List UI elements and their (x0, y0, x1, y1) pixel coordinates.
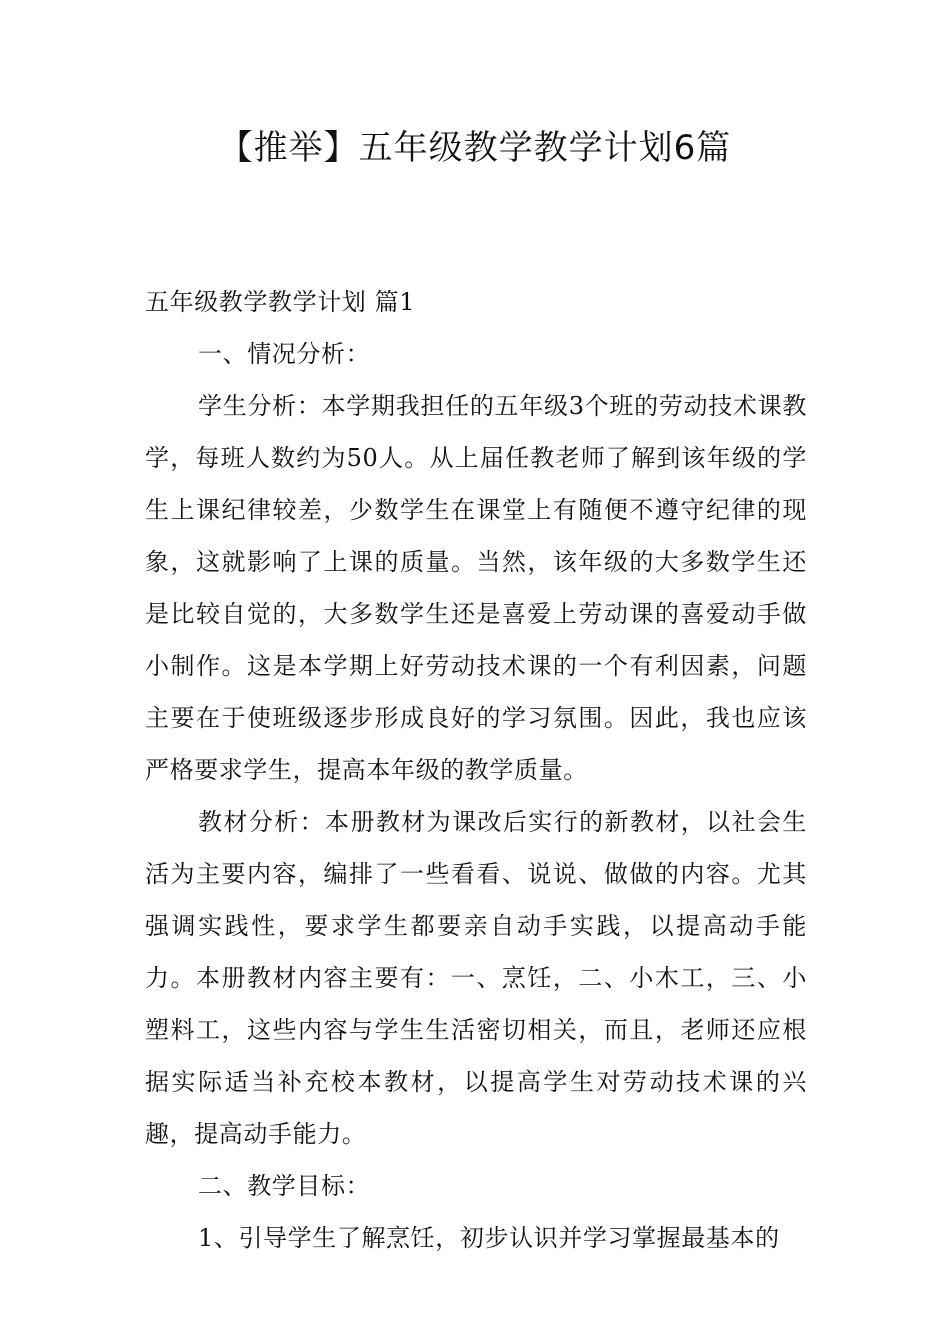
paragraph-goal-1: 1、引导学生了解烹饪，初步认识并学习掌握最基本的 (198, 1224, 780, 1252)
section-heading: 五年级教学教学计划 篇1 (145, 288, 416, 316)
document-body (145, 276, 807, 1264)
paragraph-goals-heading: 二、教学目标： (198, 1172, 371, 1200)
document-title: 【推举】五年级教学教学计划6篇 (218, 128, 732, 168)
paragraph-student-analysis: 学生分析：本学期我担任的五年级3个班的劳动技术课教学，每班人数约为50人。从上届任教老师了解到该年级的学生上课纪律较差，少数学生在课堂上有随便不遵守纪律的现象，这就影响了上课的质量。当然，该年级的大多数学生还是比较自觉的，大多数学生还是喜爱上劳动课的喜爱动手做小制作。这是本学期上好劳动技术课的一个有利因素，问题主要在于使班级逐步形成良好的学习氛围。因此，我也应该严格要求学生，提高本年级的教学质量。 (145, 392, 807, 784)
paragraph-situation-heading: 一、情况分析： (198, 340, 371, 368)
paragraph-textbook-analysis: 教材分析：本册教材为课改后实行的新教材，以社会生活为主要内容，编排了一些看看、说说、做做的内容。尤其强调实践性，要求学生都要亲自动手实践，以提高动手能力。本册教材内容主要有：一、烹饪，二、小木工，三、小塑料工，这些内容与学生生活密切相关，而且，老师还应根据实际适当补充校本教材，以提高学生对劳动技术课的兴趣，提高动手能力。 (145, 808, 807, 1148)
